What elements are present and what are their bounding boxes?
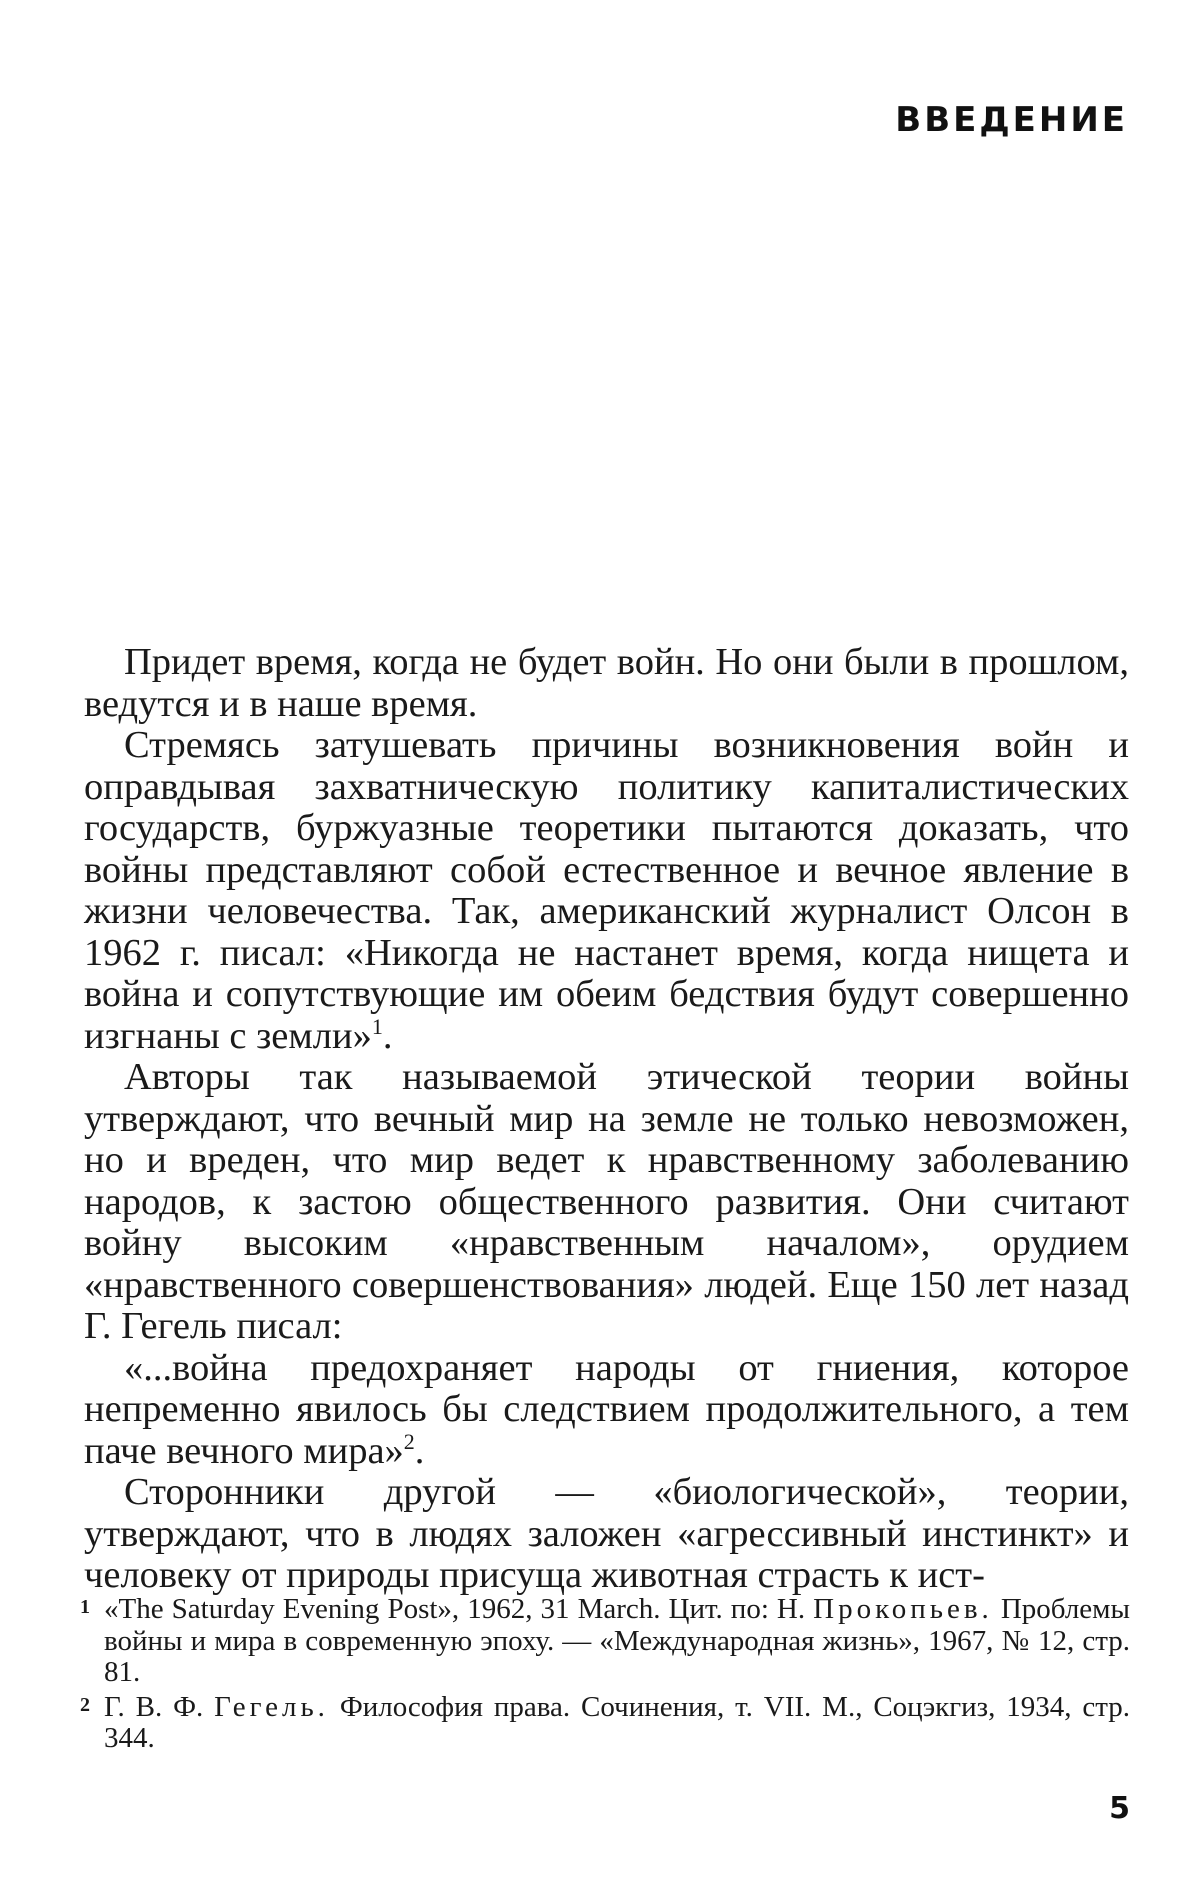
chapter-heading: ВВЕДЕНИЕ [895, 100, 1128, 140]
footnote-text: Проблемы войны и мира в современную эпоху. — «Международная жизнь», 1967, № 12, стр. 81. [104, 1593, 1130, 1688]
paragraph [84, 1472, 1129, 1597]
paragraph [84, 642, 1129, 725]
paragraph-text: Придет время, когда не будет войн. Но они были в прошлом, ведутся и в наше время. [84, 641, 1129, 725]
footnote [80, 1594, 1130, 1689]
period: . [382, 1014, 393, 1057]
footnote-author: Гегель. [214, 1690, 329, 1723]
paragraph-text: Авторы так называемой этической теории войны утверждают, что вечный мир на земле не только невозможен, но и вреден, что мир ведет к нравственному заболеванию народов, к застою общественного развития. Они считают войну высоким «нравственным началом», орудием «нравственного совершенствования» людей. Еще 150 лет назад Г. Гегель писал: [84, 1056, 1129, 1347]
paragraph [84, 1057, 1129, 1348]
footnote-text: Философия права. Сочинения, т. VII. М., Соцэкгиз, 1934, стр. 344. [104, 1690, 1131, 1754]
main-text [84, 642, 1129, 1597]
footnote-text: Г. В. Ф. [104, 1690, 204, 1723]
paragraph-text: «...война предохраняет народы от гниения, которое непременно явилось бы следствием продолжительного, а тем паче вечного мира» [84, 1346, 1129, 1472]
footnote-text: «The Saturday Evening Post», 1962, 31 March. Цит. по: Н. [104, 1593, 806, 1625]
period: . [414, 1429, 425, 1472]
paragraph-text: Стремясь затушевать причины возникновения войн и оправдывая захватническую политику капиталистических государств, буржуазные теоретики пытаются доказать, что войны представляют собой естественное и вечное явление в жизни человечества. Так, американский журналист Олсон в 1962 г. писал: «Никогда не настанет время, когда нищета и война и сопутствующие им обеим бедствия будут совершенно изгнаны с земли» [84, 724, 1129, 1057]
page-number: 5 [1109, 1791, 1130, 1826]
footnote-number: 2 [80, 1693, 90, 1716]
paragraph-text: Сторонники другой — «биологической», теории, утверждают, что в людях заложен «агрессивный инстинкт» и человеку от природы присуща животная страсть к ист- [84, 1471, 1129, 1596]
footnote-number: 1 [80, 1596, 90, 1618]
footnotes [80, 1594, 1130, 1758]
footnote [80, 1692, 1130, 1755]
quote-paragraph [84, 1348, 1129, 1473]
paragraph [84, 725, 1129, 1057]
footnote-author: Прокопьев. [813, 1593, 993, 1625]
footnote-ref: 1 [371, 1013, 383, 1039]
footnote-ref: 2 [403, 1428, 415, 1454]
